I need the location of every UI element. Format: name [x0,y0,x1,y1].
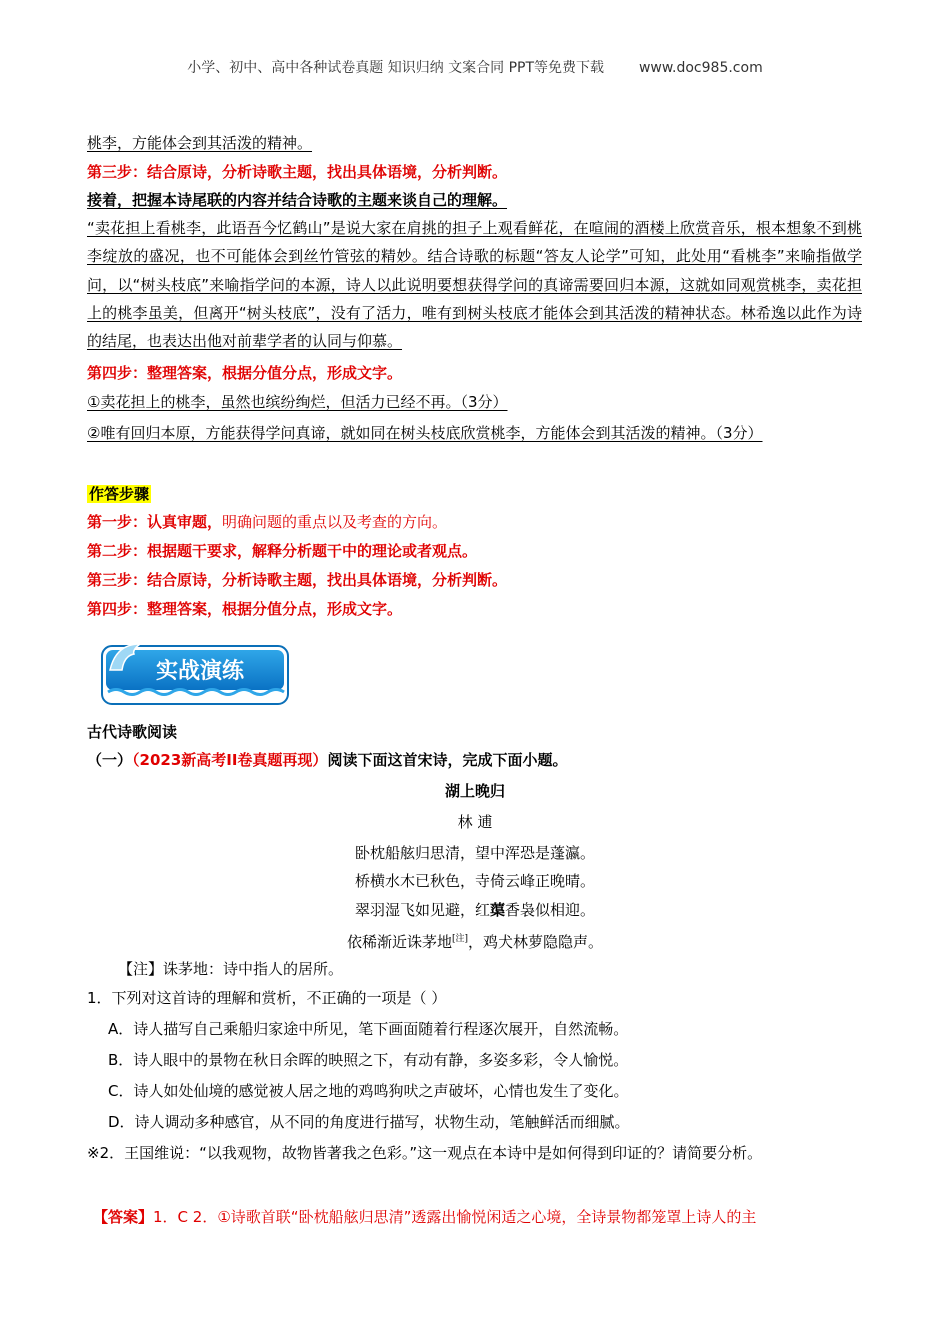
next-heading: 接着，把握本诗尾联的内容并结合诗歌的主题来谈自己的理解。 [87,191,508,209]
poem-line-3-a: 翠羽湿飞如见避，红 [354,901,490,919]
poem-line-4-b: ，鸡犬林萝隐隐声。 [468,933,604,951]
intro-source: （2023新高考II卷真题再现） [132,751,328,769]
answer-text: 1．C 2．①诗歌首联“卧枕船舷归思清”透露出愉悦闲适之心境，全诗景物都笼罩上诗人的主 [153,1208,757,1226]
steps-title: 作答步骤 [89,485,150,503]
step1-text: 明确问题的重点以及考查的方向。 [222,513,448,531]
q2-stem: ※2．王国维说：“以我观物，故物皆著我之色彩。”这一观点在本诗中是如何得到印证的？请简要分析。 [87,1144,763,1162]
practice-badge [100,640,290,706]
step3-heading: 第三步：结合原诗，分析诗歌主题，找出具体语境，分析判断。 [87,163,508,181]
page-header [0,57,950,77]
step1-line [87,512,447,532]
step4-line: 第四步：整理答案，根据分值分点，形成文字。 [87,600,403,618]
answer-point-2: ②唯有回归本原，方能获得学问真谛，就如同在树头枝底欣赏桃李，方能体会到其活泼的精神。（3分） [87,424,763,442]
analysis-paragraph: “卖花担上看桃李，此语吾今忆鹤山”是说大家在肩挑的担子上观看鲜花，在喧闹的酒楼上欣赏音乐，根本想象不到桃李绽放的盛况，也不可能体会到丝竹管弦的精妙。结合诗歌的标题“答友人论学”可知，此处用“看桃李”来喻指做学问，以“树头枝底”来喻指学问的本源，诗人以此说明要想获得学问的真谛需要回归本源，这就如同观赏桃李，卖花担上的桃李虽美，但离开“树头枝底”，没有了活力，唯有到树头枝底才能体会到其活泼的精神状态。林希逸以此作为诗的结尾，也表达出他对前辈学者的认同与仰慕。 [87,219,862,351]
q1-option-d: D．诗人调动多种感官，从不同的角度进行描写，状物生动，笔触鲜活而细腻。 [108,1113,630,1131]
poem-line-1: 卧枕船舷归思清，望中浑恐是蓬瀛。 [354,844,595,862]
intro-number: （一） [87,751,133,769]
poem-note: 【注】诛茅地：诗中指人的居所。 [118,960,344,978]
exercise-heading: 古代诗歌阅读 [87,723,178,741]
poem-line-3-bold: 蕖 [489,901,505,919]
q1-stem: 1．下列对这首诗的理解和赏析，不正确的一项是（ ） [87,989,447,1007]
steps-title-wrap [87,484,151,504]
header-url[interactable]: www.doc985.com [638,60,763,76]
continued-line: 桃李，方能体会到其活泼的精神。 [87,134,313,152]
answer-point-1: ①卖花担上的桃李，虽然也缤纷绚烂，但活力已经不再。（3分） [87,393,508,411]
intro-text: 阅读下面这首宋诗，完成下面小题。 [327,751,568,769]
poem-line-3-b: 香袅似相迎。 [505,901,596,919]
badge-label: 实战演练 [155,659,245,684]
answer-label: 【答案】 [93,1208,154,1226]
q1-option-a: A．诗人描写自己乘船归家途中所见，笔下画面随着行程逐次展开，自然流畅。 [108,1020,629,1038]
q1-option-b: B．诗人眼中的景物在秋日余晖的映照之下，有动有静，多姿多彩，令人愉悦。 [108,1051,629,1069]
step4-heading: 第四步：整理答案，根据分值分点，形成文字。 [87,364,403,382]
poem-line-2: 桥横水木已秋色，寺倚云峰正晚晴。 [354,872,595,890]
q1-option-c: C．诗人如处仙境的感觉被人居之地的鸡鸣狗吠之声破坏，心情也发生了变化。 [108,1082,629,1100]
header-text: 小学、初中、高中各种试卷真题 知识归纳 文案合同 PPT等免费下载 [187,60,605,76]
note-marker[interactable]: [注] [451,934,469,944]
step2-line: 第二步：根据题干要求，解释分析题干中的理论或者观点。 [87,542,478,560]
poem-line-3 [0,900,950,920]
step1-label: 第一步：认真审题， [87,513,223,531]
poet-name: 林 逋 [457,813,493,831]
poem-line-4 [0,929,950,952]
step3-line: 第三步：结合原诗，分析诗歌主题，找出具体语境，分析判断。 [87,571,508,589]
exercise-intro [87,750,567,770]
poem-line-4-a: 依稀渐近诛茅地 [346,933,452,951]
answer-line [93,1207,756,1227]
poem-title: 湖上晚归 [444,782,505,800]
